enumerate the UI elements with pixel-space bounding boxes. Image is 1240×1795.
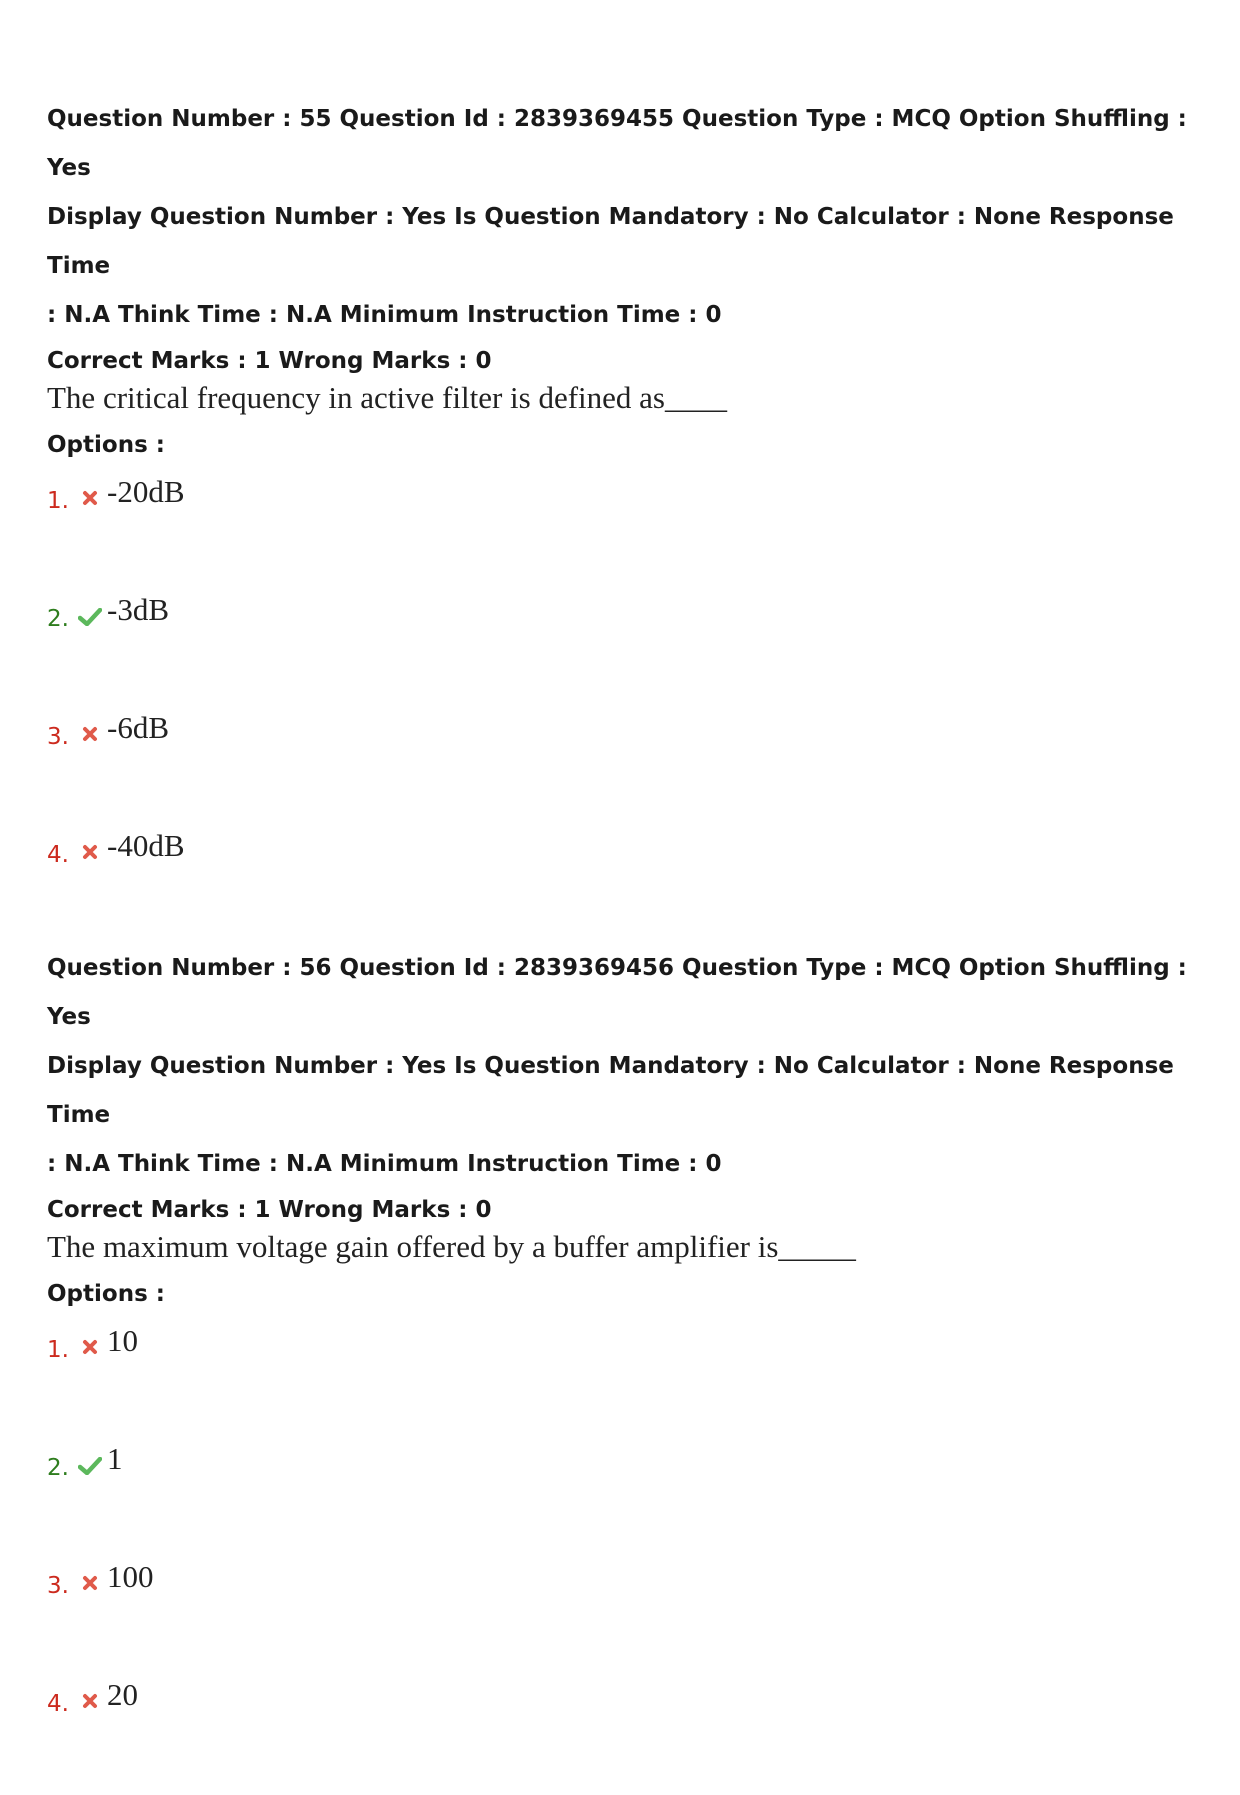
option-number: 1. (47, 488, 69, 514)
option-number: 2. (47, 1455, 69, 1481)
check-icon (75, 592, 105, 626)
option-text: -6dB (107, 710, 169, 745)
option-number: 3. (47, 1573, 69, 1599)
option-text: 20 (107, 1677, 138, 1712)
option-list (47, 474, 1197, 946)
option-number: 1. (47, 1337, 69, 1363)
option-item (47, 592, 1197, 710)
option-list (47, 1323, 1197, 1795)
question-text: The maximum voltage gain offered by a buffer amplifier is_____ (47, 1229, 856, 1264)
question-meta-line-2: Display Question Number : Yes Is Question Mandatory : No Calculator : None Response Time (47, 1053, 1174, 1128)
option-item (47, 1559, 1197, 1677)
option-item (47, 828, 1197, 946)
option-number: 4. (47, 842, 69, 868)
cross-icon (75, 1677, 105, 1709)
option-text: 10 (107, 1323, 138, 1358)
question-meta-line-3: : N.A Think Time : N.A Minimum Instruction Time : 0 (47, 1151, 722, 1177)
question-text: The critical frequency in active filter is defined as____ (47, 380, 727, 415)
cross-icon (75, 710, 105, 742)
option-number: 4. (47, 1691, 69, 1717)
option-item (47, 710, 1197, 828)
option-text: -40dB (107, 828, 185, 863)
option-item (47, 474, 1197, 592)
check-icon (75, 1441, 105, 1475)
option-number: 2. (47, 606, 69, 632)
question-block (47, 944, 1197, 1795)
option-text: 100 (107, 1559, 154, 1594)
question-meta-line-3: : N.A Think Time : N.A Minimum Instruction Time : 0 (47, 302, 722, 328)
option-item (47, 1323, 1197, 1441)
option-text: -3dB (107, 592, 169, 627)
cross-icon (75, 1559, 105, 1591)
cross-icon (75, 828, 105, 860)
option-item (47, 1677, 1197, 1795)
question-meta-line-1: Question Number : 56 Question Id : 2839369456 Question Type : MCQ Option Shuffling : Yes (47, 955, 1187, 1030)
question-marks: Correct Marks : 1 Wrong Marks : 0 (47, 1197, 492, 1223)
option-number: 3. (47, 724, 69, 750)
option-text: 1 (107, 1441, 123, 1476)
options-label: Options : (47, 1281, 165, 1307)
question-meta-line-1: Question Number : 55 Question Id : 2839369455 Question Type : MCQ Option Shuffling : Yes (47, 106, 1187, 181)
options-label: Options : (47, 432, 165, 458)
option-item (47, 1441, 1197, 1559)
question-marks: Correct Marks : 1 Wrong Marks : 0 (47, 348, 492, 374)
question-block (47, 95, 1197, 946)
cross-icon (75, 1323, 105, 1355)
question-meta-line-2: Display Question Number : Yes Is Question Mandatory : No Calculator : None Response Time (47, 204, 1174, 279)
option-text: -20dB (107, 474, 185, 509)
cross-icon (75, 474, 105, 506)
